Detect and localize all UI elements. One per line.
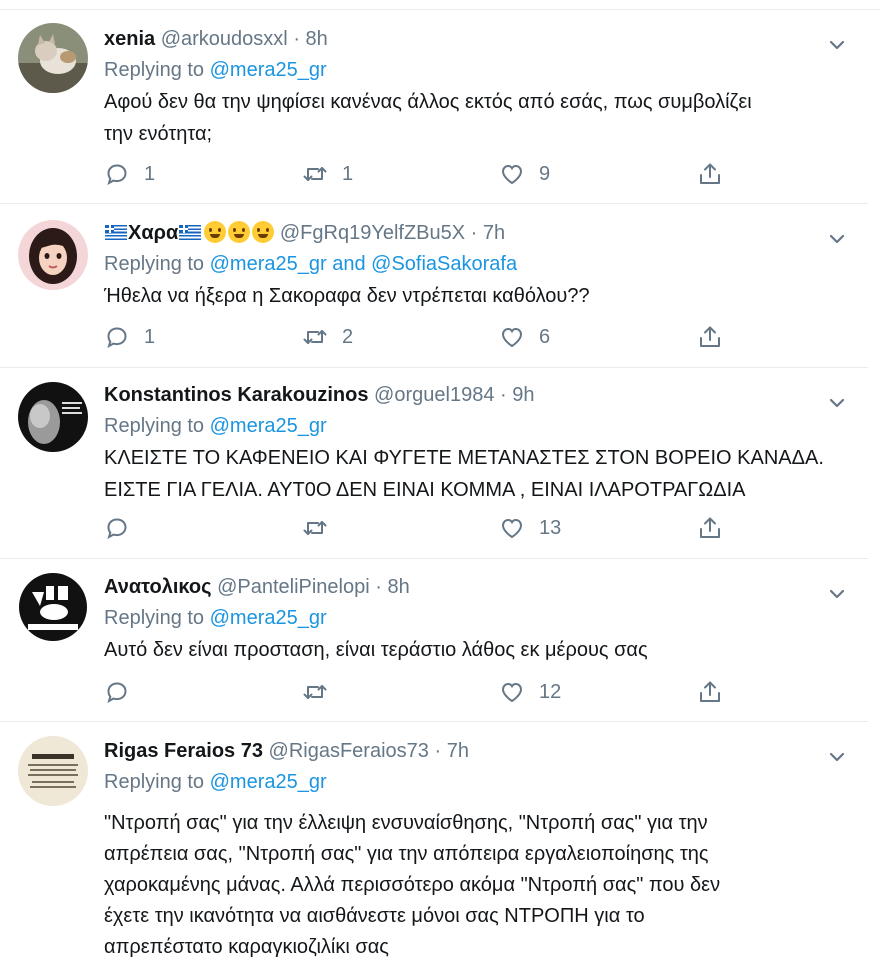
tweet[interactable]	[0, 722, 868, 958]
tweet-text	[104, 442, 856, 506]
separator-dot: ·	[434, 740, 442, 762]
retweet-button[interactable]	[302, 159, 353, 189]
avatar[interactable]	[18, 220, 88, 290]
tweet-time[interactable]: 8h	[387, 576, 410, 598]
retweet-count: 1	[342, 162, 354, 185]
kissing-face-emoji-icon	[228, 221, 250, 243]
tweet-actions	[104, 677, 724, 707]
replying-to	[104, 54, 856, 86]
heart-icon	[499, 679, 525, 705]
tweet-text-line: "Ντροπή σας" για την έλλειψη ενσυναίσθησης, "Ντροπή σας" για την	[104, 812, 708, 834]
chevron-down-icon[interactable]	[824, 583, 850, 605]
tweet-text-line: έχετε την ικανότητα να αισθάνεστε μόνοι σας ΝΤΡΟΠΗ για το	[104, 905, 645, 927]
replying-to	[104, 410, 856, 442]
like-button[interactable]	[499, 513, 561, 543]
tweet-header	[104, 380, 856, 410]
share-icon	[697, 679, 723, 705]
separator-dot: ·	[500, 384, 507, 406]
mention-link[interactable]: @mera25_gr	[209, 771, 327, 793]
replying-to-label: Replying to	[104, 771, 210, 793]
tweet-text-line: Ήθελα να ήξερα η Σακοραφα δεν ντρέπεται καθόλου??	[104, 285, 590, 307]
grinning-face-emoji-icon	[252, 221, 274, 243]
replying-to-label: Replying to	[104, 253, 210, 275]
like-button[interactable]	[499, 322, 550, 352]
tweet-body	[104, 380, 856, 506]
tweet[interactable]	[0, 10, 868, 204]
chevron-down-icon[interactable]	[824, 34, 850, 56]
tweet-text	[104, 280, 856, 312]
greek-flag-icon	[105, 225, 127, 240]
separator-dot: ·	[293, 28, 300, 50]
mention-link[interactable]: @SofiaSakorafa	[371, 253, 518, 275]
tweet-body	[104, 736, 856, 963]
user-name[interactable]: Ανατολικος	[104, 576, 212, 598]
like-count: 9	[539, 162, 551, 185]
retweet-icon	[302, 679, 328, 705]
mention-joiner: and	[326, 253, 372, 275]
avatar[interactable]	[18, 23, 88, 93]
mention-link[interactable]: @mera25_gr	[209, 415, 327, 437]
like-button[interactable]	[499, 677, 561, 707]
replying-to	[104, 766, 856, 798]
tweet-body	[104, 218, 856, 312]
cat-photo-icon	[18, 23, 88, 93]
tweet-header	[104, 218, 856, 248]
reply-icon	[104, 161, 130, 187]
tweet-time[interactable]: 8h	[305, 28, 328, 50]
avatar[interactable]	[18, 382, 88, 452]
mention-link[interactable]: @mera25_gr	[209, 607, 327, 629]
retweet-icon	[302, 161, 328, 187]
tweet-text-line: χαροκαμένης μάνας. Αλλά περισσότερο ακόμα "Ντροπή σας" που δεν	[104, 874, 721, 896]
retweet-icon	[302, 515, 328, 541]
tweet-text	[104, 808, 856, 963]
retweet-button[interactable]	[302, 322, 353, 352]
reply-button[interactable]	[104, 677, 144, 707]
statue-photo-icon	[18, 382, 88, 452]
chevron-down-icon[interactable]	[824, 228, 850, 250]
user-handle[interactable]: @FgRq19YelfZBu5X	[279, 222, 466, 244]
heart-icon	[499, 515, 525, 541]
like-count: 12	[539, 680, 562, 703]
share-button[interactable]	[697, 322, 723, 352]
tweet-body	[104, 572, 856, 666]
tweet-actions	[104, 513, 724, 543]
tweet-time[interactable]: 9h	[512, 384, 535, 406]
tweet-header	[104, 736, 856, 766]
reply-icon	[104, 679, 130, 705]
replying-to	[104, 602, 856, 634]
mention-link[interactable]: @mera25_gr	[209, 59, 327, 81]
reply-icon	[104, 324, 130, 350]
tweet-actions	[104, 159, 724, 189]
user-name[interactable]: xenia	[104, 28, 156, 50]
separator-dot: ·	[470, 222, 478, 244]
tweet-text-line: ΚΛΕΙΣΤΕ ΤΟ ΚΑΦΕΝΕΙΟ ΚΑΙ ΦΥΓΕΤΕ ΜΕΤΑΝΑΣΤΕΣ ΣΤΟΝ ΒΟΡΕΙΟ ΚΑΝΑΔΑ.	[104, 447, 824, 469]
replying-to-label: Replying to	[104, 415, 210, 437]
like-button[interactable]	[499, 159, 550, 189]
tweet-time[interactable]: 7h	[446, 740, 469, 762]
heart-icon	[499, 324, 525, 350]
user-name[interactable]: Χαρα	[128, 222, 179, 244]
union-logo-icon	[18, 572, 88, 642]
tweet-text-line: Αφού δεν θα την ψηφίσει κανένας άλλος εκτός από εσάς, πως συμβολίζει	[104, 91, 752, 113]
reply-icon	[104, 515, 130, 541]
tweet-time[interactable]: 7h	[482, 222, 506, 244]
tweet[interactable]	[0, 559, 868, 722]
replying-to-label: Replying to	[104, 59, 210, 81]
tweet-header	[104, 572, 856, 602]
tweet-body	[104, 24, 856, 150]
tweet-text	[104, 86, 856, 150]
like-count: 13	[539, 516, 562, 539]
retweet-button[interactable]	[302, 513, 342, 543]
reply-button[interactable]	[104, 159, 155, 189]
reply-button[interactable]	[104, 322, 155, 352]
reply-count: 1	[144, 325, 156, 348]
tweet[interactable]	[0, 368, 868, 559]
separator-dot: ·	[375, 576, 382, 598]
chevron-down-icon[interactable]	[824, 392, 850, 414]
share-icon	[697, 515, 723, 541]
winking-tongue-emoji-icon	[204, 221, 226, 243]
greek-flag-icon	[179, 225, 201, 240]
chevron-down-icon[interactable]	[824, 746, 850, 768]
tweet-header	[104, 24, 856, 54]
tweet-text-line: την ενότητα;	[104, 123, 213, 145]
tweet-text-line: απρεπέστατο καραγκιοζιλίκι σας	[104, 936, 389, 958]
avatar[interactable]	[18, 572, 88, 642]
like-count: 6	[539, 325, 551, 348]
replying-to	[104, 248, 856, 280]
user-handle[interactable]: @RigasFeraios73	[268, 740, 429, 762]
replying-to-label: Replying to	[104, 607, 210, 629]
tweet-actions	[104, 322, 724, 352]
mention-link[interactable]: @mera25_gr	[209, 253, 327, 275]
user-name[interactable]: Konstantinos Karakouzinos	[104, 384, 369, 406]
tweet[interactable]	[0, 204, 868, 368]
retweet-button[interactable]	[302, 677, 342, 707]
avatar[interactable]	[18, 736, 88, 806]
retweet-icon	[302, 324, 328, 350]
heart-icon	[499, 161, 525, 187]
user-handle[interactable]: @PanteliPinelopi	[217, 576, 370, 598]
share-icon	[697, 324, 723, 350]
user-handle[interactable]: @arkoudosxxl	[160, 28, 288, 50]
tweet-text	[104, 634, 856, 666]
tweet-text-line: Αυτό δεν είναι προσταση, είναι τεράστιο λάθος εκ μέρους σας	[104, 639, 648, 661]
user-handle[interactable]: @orguel1984	[374, 384, 495, 406]
newspaper-avatar-icon	[18, 736, 88, 806]
share-button[interactable]	[697, 677, 723, 707]
tweet-text-line: απρέπεια σας, "Ντροπή σας" για την απόπειρα εργαλειοποίησης της	[104, 843, 709, 865]
share-button[interactable]	[697, 159, 723, 189]
reply-button[interactable]	[104, 513, 144, 543]
tweet-text-line: ΕΙΣΤΕ ΓΙΑ ΓΕΛΙΑ. ΑΥΤ0Ο ΔΕΝ ΕΙΝΑΙ ΚΟΜΜΑ , ΕΙΝΑΙ ΙΛΑΡΟΤΡΑΓΩΔΙΑ	[104, 479, 746, 501]
share-icon	[697, 161, 723, 187]
user-name[interactable]: Rigas Feraios 73	[104, 740, 263, 762]
cartoon-girl-avatar-icon	[18, 220, 88, 290]
share-button[interactable]	[697, 513, 723, 543]
reply-count: 1	[144, 162, 156, 185]
retweet-count: 2	[342, 325, 354, 348]
